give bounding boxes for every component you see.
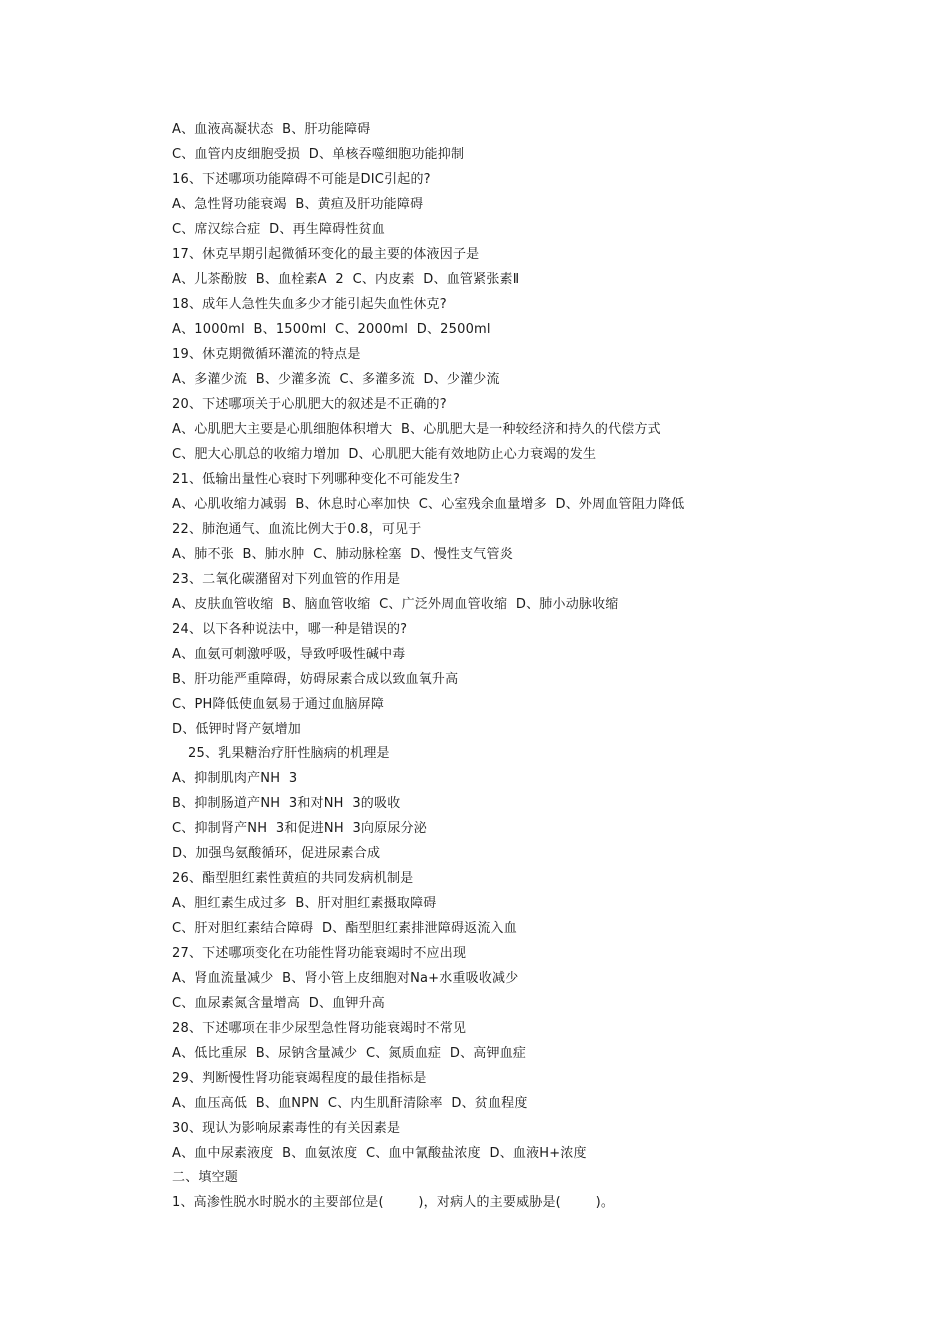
question-line: 25、乳果糖治疗肝性脑病的机理是 — [188, 746, 390, 761]
question-line: 16、下述哪项功能障碍不可能是DIC引起的? — [172, 172, 431, 187]
text-line: A、儿茶酚胺 B、血栓素A 2 C、内皮素 D、血管紧张素Ⅱ — [172, 272, 520, 287]
question-line: 26、酯型胆红素性黄疸的共同发病机制是 — [172, 871, 414, 886]
text-line: A、抑制肌肉产NH 3 — [172, 771, 298, 786]
text-line: C、PH降低使血氨易于通过血脑屏障 — [172, 697, 385, 712]
text-line: A、血压高低 B、血NPN C、内生肌酐清除率 D、贫血程度 — [172, 1096, 528, 1111]
text-line: B、抑制肠道产NH 3和对NH 3的吸收 — [172, 796, 401, 811]
question-line: 28、下述哪项在非少尿型急性肾功能衰竭时不常见 — [172, 1021, 467, 1036]
text-line: A、皮肤血管收缩 B、脑血管收缩 C、广泛外周血管收缩 D、肺小动脉收缩 — [172, 597, 619, 612]
question-line: 20、下述哪项关于心肌肥大的叙述是不正确的? — [172, 397, 447, 412]
section-heading: 二、填空题 — [172, 1170, 239, 1185]
question-line: 18、成年人急性失血多少才能引起失血性休克? — [172, 297, 447, 312]
question-line: 1、高渗性脱水时脱水的主要部位是( )，对病人的主要威胁是( )。 — [172, 1195, 615, 1210]
text-line: A、肾血流量减少 B、肾小管上皮细胞对Na+水重吸收减少 — [172, 971, 519, 986]
text-line: A、胆红素生成过多 B、肝对胆红素摄取障碍 — [172, 896, 437, 911]
text-line: A、肺不张 B、肺水肿 C、肺动脉栓塞 D、慢性支气管炎 — [172, 547, 513, 562]
question-line: 19、休克期微循环灌流的特点是 — [172, 347, 361, 362]
text-line: A、1000ml B、1500ml C、2000ml D、2500ml — [172, 322, 491, 337]
question-line: 29、判断慢性肾功能衰竭程度的最佳指标是 — [172, 1071, 427, 1086]
text-line: B、肝功能严重障碍，妨碍尿素合成以致血氧升高 — [172, 672, 459, 687]
question-line: 24、以下各种说法中，哪一种是错误的? — [172, 622, 408, 637]
question-line: 22、肺泡通气、血流比例大于0.8，可见于 — [172, 522, 422, 537]
text-line: A、急性肾功能衰竭 B、黄疸及肝功能障碍 — [172, 197, 424, 212]
question-line: 23、二氧化碳潴留对下列血管的作用是 — [172, 572, 401, 587]
text-line: C、肥大心肌总的收缩力增加 D、心肌肥大能有效地防止心力衰竭的发生 — [172, 447, 597, 462]
text-line: C、血尿素氮含量增高 D、血钾升高 — [172, 996, 385, 1011]
question-line: 17、休克早期引起微循环变化的最主要的体液因子是 — [172, 247, 480, 262]
text-line: A、低比重尿 B、尿钠含量减少 C、氮质血症 D、高钾血症 — [172, 1046, 527, 1061]
text-line: D、加强鸟氨酸循环，促进尿素合成 — [172, 846, 381, 861]
question-line: 30、现认为影响尿素毒性的有关因素是 — [172, 1121, 401, 1136]
text-line: A、心肌收缩力减弱 B、休息时心率加快 C、心室残余血量增多 D、外周血管阻力降低 — [172, 497, 685, 512]
text-line: C、抑制肾产NH 3和促进NH 3向原尿分泌 — [172, 821, 427, 836]
text-line: C、肝对胆红素结合障碍 D、酯型胆红素排泄障碍返流入血 — [172, 921, 517, 936]
text-line: C、血管内皮细胞受损 D、单核吞噬细胞功能抑制 — [172, 147, 465, 162]
question-line: 21、低输出量性心衰时下列哪种变化不可能发生? — [172, 472, 461, 487]
text-line: A、血氨可刺激呼吸，导致呼吸性碱中毒 — [172, 647, 406, 662]
text-line: A、多灌少流 B、少灌多流 C、多灌多流 D、少灌少流 — [172, 372, 500, 387]
text-line: A、血液高凝状态 B、肝功能障碍 — [172, 122, 371, 137]
text-line: A、心肌肥大主要是心肌细胞体积增大 B、心肌肥大是一种较经济和持久的代偿方式 — [172, 422, 661, 437]
text-line: A、血中尿素液度 B、血氨浓度 C、血中氰酸盐浓度 D、血液H+浓度 — [172, 1146, 587, 1161]
text-line: D、低钾时肾产氨增加 — [172, 722, 302, 737]
question-line: 27、下述哪项变化在功能性肾功能衰竭时不应出现 — [172, 946, 467, 961]
text-line: C、席汉综合症 D、再生障碍性贫血 — [172, 222, 385, 237]
